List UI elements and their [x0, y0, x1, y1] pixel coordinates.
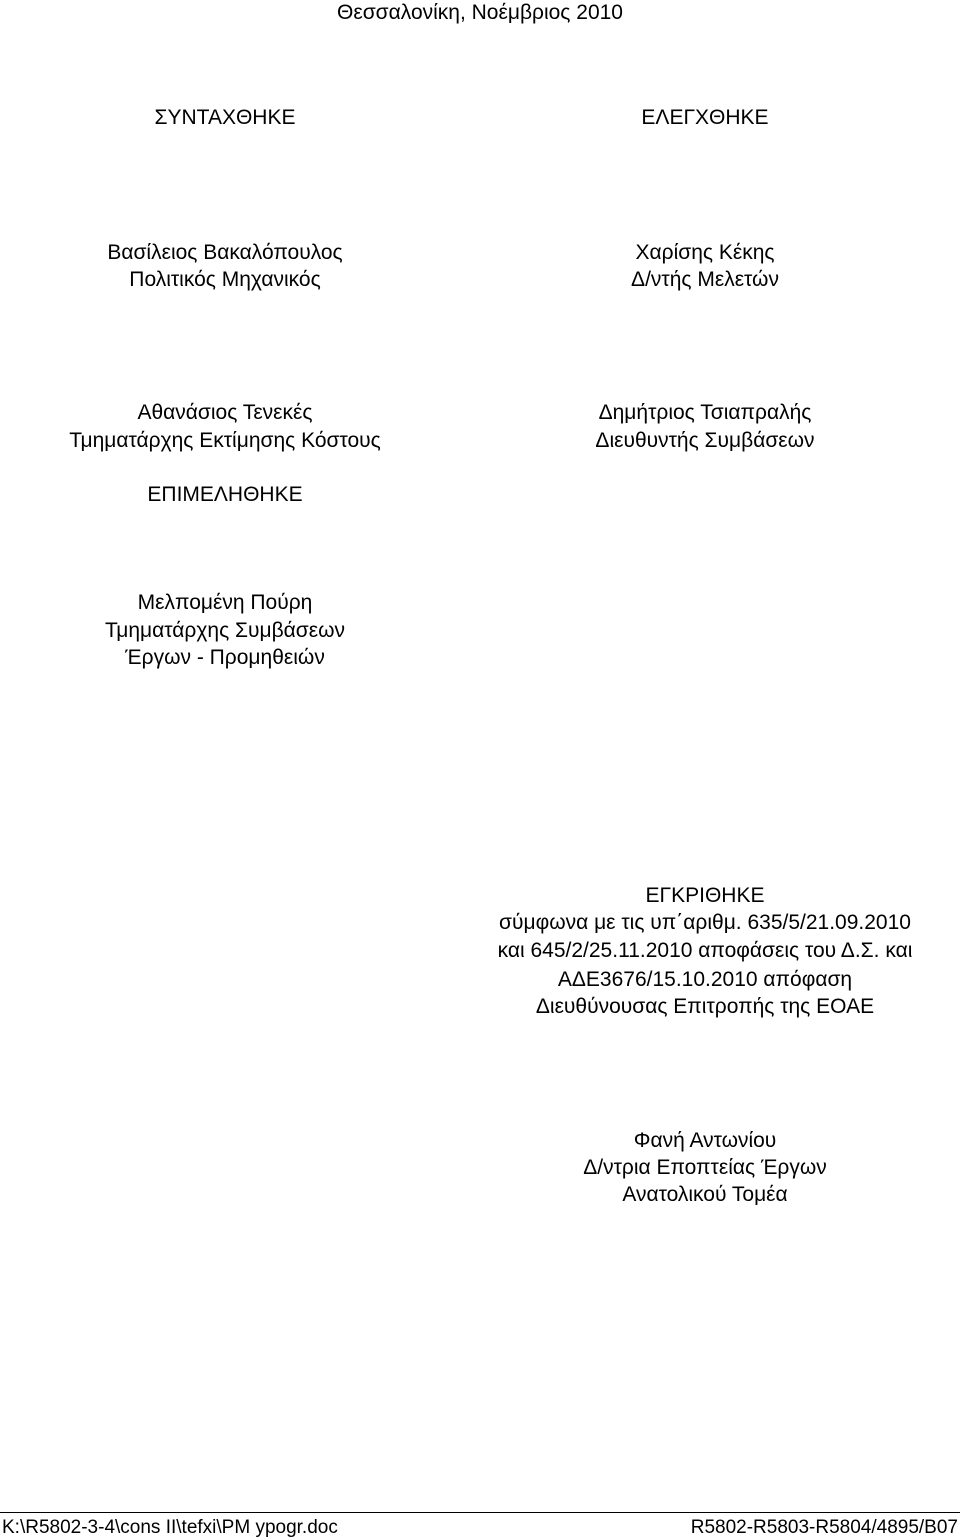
approval-text-line: και 645/2/25.11.2010 αποφάσεις του Δ.Σ. και — [497, 939, 913, 962]
place-date: Θεσσαλονίκη, Νοέμβριος 2010 — [337, 1, 623, 24]
checker-role: Δ/ντής Μελετών — [631, 268, 779, 291]
approver-name: Φανή Αντωνίου — [633, 1129, 777, 1152]
editor-name: Μελπομένη Πούρη — [137, 591, 313, 614]
approval-text-line: σύμφωνα με τις υπ΄αριθμ. 635/5/21.09.2010 — [499, 911, 911, 934]
checker-name: Χαρίσης Κέκης — [635, 241, 775, 264]
compiler-role: Πολιτικός Μηχανικός — [129, 268, 321, 291]
editor-role-line2: Έργων - Προμηθειών — [125, 646, 325, 669]
cost-estimation-name: Αθανάσιος Τενεκές — [137, 401, 313, 424]
approval-text-line: ΑΔΕ3676/15.10.2010 απόφαση — [557, 968, 853, 991]
contracts-director-role: Διευθυντής Συμβάσεων — [595, 429, 815, 452]
footer-reference: R5802-R5803-R5804/4895/B07 — [690, 1517, 958, 1538]
checked-heading: ΕΛΕΓΧΘΗΚΕ — [641, 106, 769, 129]
approver-role-line1: Δ/ντρια Εποπτείας Έργων — [583, 1156, 827, 1179]
edited-heading: ΕΠΙΜΕΛΗΘΗΚΕ — [147, 483, 303, 506]
approver-role-line2: Ανατολικού Τομέα — [622, 1183, 788, 1206]
editor-role-line1: Τμηματάρχης Συμβάσεων — [104, 619, 346, 642]
approved-heading: ΕΓΚΡΙΘΗΚΕ — [645, 884, 765, 907]
approval-text-line: Διευθύνουσας Επιτροπής της ΕΟΑΕ — [535, 995, 875, 1018]
compiled-heading: ΣΥΝΤΑΧΘΗΚΕ — [154, 106, 296, 129]
cost-estimation-role: Τμηματάρχης Εκτίμησης Κόστους — [69, 429, 381, 452]
contracts-director-name: Δημήτριος Τσιαπραλής — [598, 401, 812, 424]
footer-file-path: K:\R5802-3-4\cons II\tefxi\PM ypogr.doc — [2, 1517, 338, 1538]
compiler-name: Βασίλειος Βακαλόπουλος — [107, 241, 343, 264]
footer-divider — [0, 1512, 960, 1513]
